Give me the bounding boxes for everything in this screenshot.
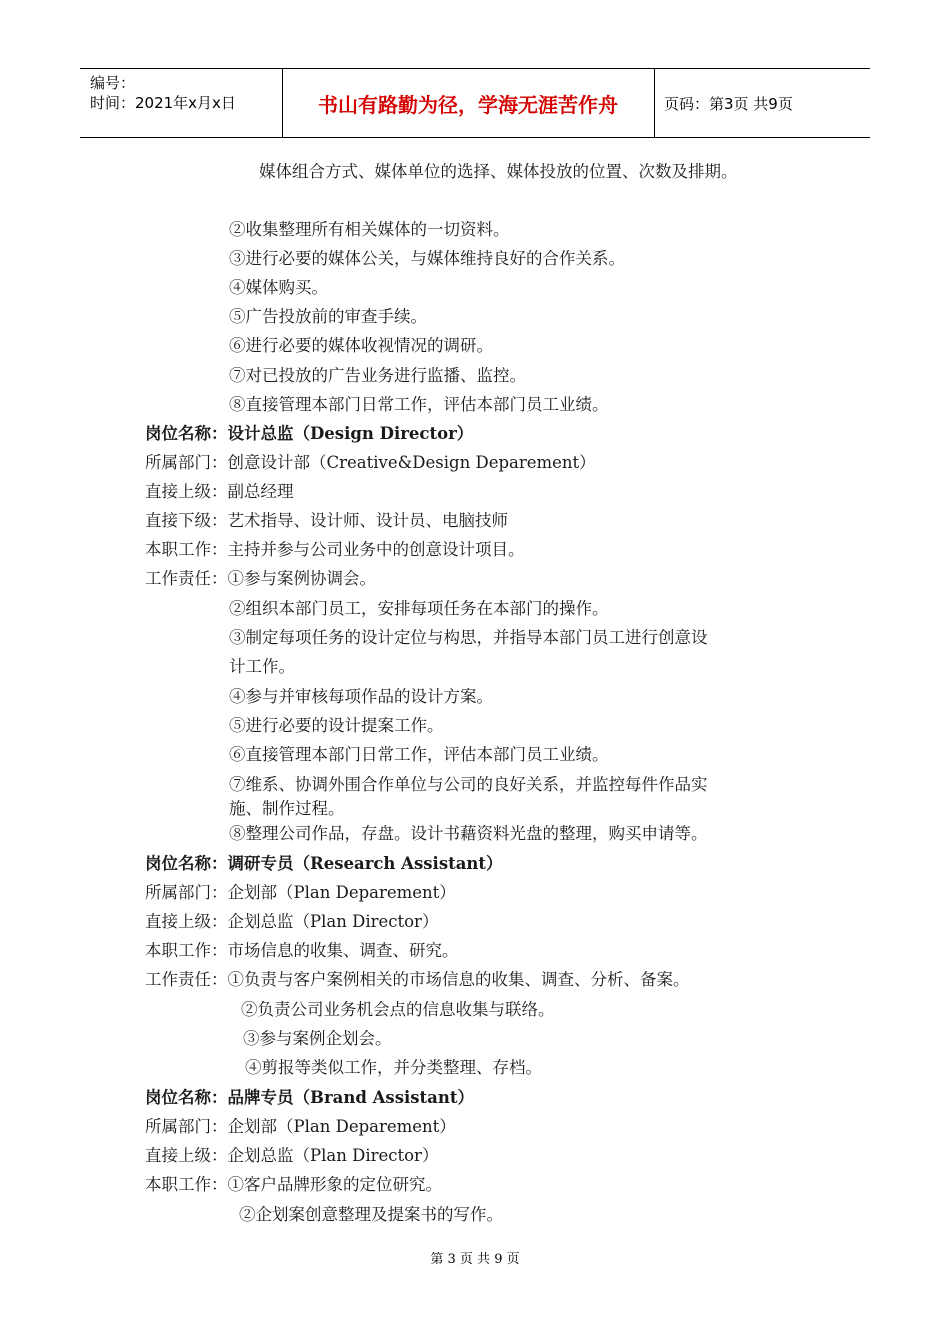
header-meta [90, 73, 236, 113]
research-dept: 所属部门：企划部（Plan Deparement） [145, 883, 456, 902]
brand-job-first: 本职工作：①客户品牌形象的定位研究。 [145, 1175, 442, 1194]
design-title: 岗位名称：设计总监（Design Director） [145, 424, 474, 443]
design-duty-item: ⑥直接管理本部门日常工作，评估本部门员工业绩。 [229, 745, 609, 764]
header-divider [654, 69, 655, 137]
document-number-label: 编号： [90, 74, 136, 92]
design-duty-first: 工作责任：①参与案例协调会。 [145, 569, 376, 588]
page-header [80, 68, 870, 138]
brand-job-item: ②企划案创意整理及提案书的写作。 [239, 1205, 503, 1224]
research-duty-item: ④剪报等类似工作，并分类整理、存档。 [245, 1058, 542, 1077]
design-superior: 直接上级：副总经理 [145, 482, 294, 501]
header-motto: 书山有路勤为径，学海无涯苦作舟 [318, 92, 618, 117]
footer-page-number: 第 3 页 共 9 页 [430, 1252, 520, 1267]
media-duty-item: ④媒体购买。 [229, 278, 328, 297]
design-duty-item: ⑧整理公司作品，存盘。设计书藉资料光盘的整理，购买申请等。 [229, 824, 708, 843]
media-duty-item: ⑦对已投放的广告业务进行监播、监控。 [229, 366, 526, 385]
brand-superior: 直接上级：企划总监（Plan Director） [145, 1146, 439, 1165]
design-duty-item: ③制定每项任务的设计定位与构思，并指导本部门员工进行创意设 [229, 628, 708, 647]
header-page-info: 页码：第3页 共9页 [664, 94, 793, 113]
design-duty-item: ④参与并审核每项作品的设计方案。 [229, 687, 493, 706]
media-duty-item: ⑥进行必要的媒体收视情况的调研。 [229, 336, 493, 355]
design-duty-item: 计工作。 [229, 657, 295, 676]
design-duty-item: ⑦维系、协调外围合作单位与公司的良好关系，并监控每件作品实 [229, 775, 708, 794]
media-duty-item: ⑧直接管理本部门日常工作，评估本部门员工业绩。 [229, 395, 609, 414]
research-duty-item: ②负责公司业务机会点的信息收集与联络。 [241, 1000, 555, 1019]
brand-title: 岗位名称：品牌专员（Brand Assistant） [145, 1088, 474, 1107]
design-subordinate: 直接下级：艺术指导、设计师、设计员、电脑技师 [145, 511, 508, 530]
research-superior: 直接上级：企划总监（Plan Director） [145, 912, 439, 931]
design-dept: 所属部门：创意设计部（Creative&Design Deparement） [145, 453, 596, 472]
design-duty-item: ②组织本部门员工，安排每项任务在本部门的操作。 [229, 599, 609, 618]
media-duty-item: ②收集整理所有相关媒体的一切资料。 [229, 220, 510, 239]
media-duty-item: ⑤广告投放前的审查手续。 [229, 307, 427, 326]
media-continuation: 媒体组合方式、媒体单位的选择、媒体投放的位置、次数及排期。 [259, 162, 738, 181]
research-title: 岗位名称：调研专员（Research Assistant） [145, 854, 503, 873]
media-duty-item: ③进行必要的媒体公关，与媒体维持良好的合作关系。 [229, 249, 625, 268]
brand-dept: 所属部门：企划部（Plan Deparement） [145, 1117, 456, 1136]
design-duty-item: 施、制作过程。 [229, 799, 345, 818]
research-duty-item: ③参与案例企划会。 [243, 1029, 392, 1048]
research-duty-first: 工作责任：①负责与客户案例相关的市场信息的收集、调查、分析、备案。 [145, 970, 690, 989]
document-time: 时间：2021年x月x日 [90, 94, 236, 112]
research-job: 本职工作：市场信息的收集、调查、研究。 [145, 941, 459, 960]
design-duty-item: ⑤进行必要的设计提案工作。 [229, 716, 444, 735]
design-job: 本职工作：主持并参与公司业务中的创意设计项目。 [145, 540, 525, 559]
page-footer [0, 1248, 950, 1267]
